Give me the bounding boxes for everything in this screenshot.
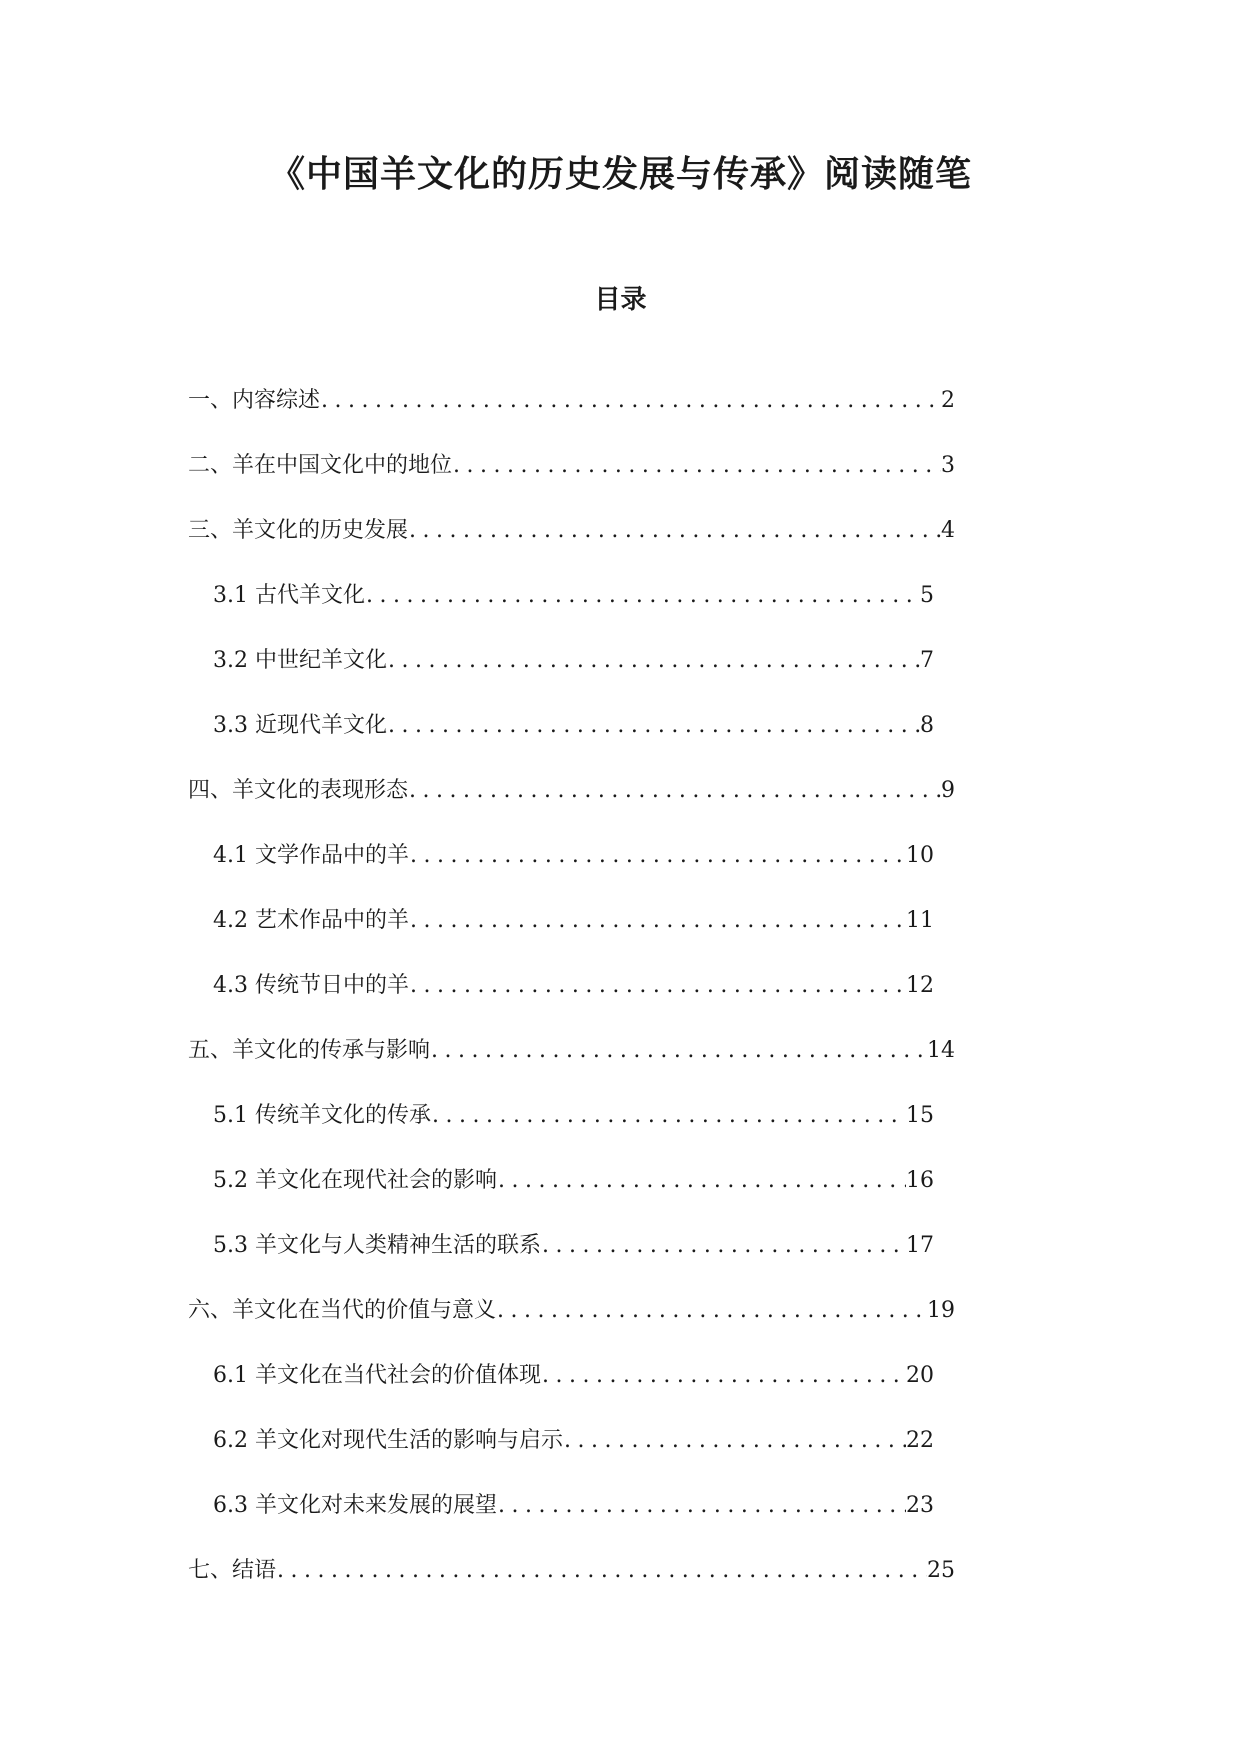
toc-dot-leader <box>409 905 906 937</box>
toc-dot-leader <box>409 840 906 872</box>
toc-entry-label: 4.3 传统节日中的羊 <box>213 973 409 998</box>
toc-entry-label: 5.3 羊文化与人类精神生活的联系 <box>213 1233 541 1258</box>
toc-dot-leader <box>496 1295 927 1327</box>
toc-subentry[interactable] <box>0 1100 934 1165</box>
toc-entry-label: 6.2 羊文化对现代生活的影响与启示 <box>213 1428 563 1453</box>
toc-dot-leader <box>408 515 941 547</box>
toc-subentry[interactable] <box>0 1360 934 1425</box>
toc-page-number: 11 <box>906 908 934 933</box>
toc-dot-leader <box>387 645 920 677</box>
toc-page-number: 16 <box>906 1168 934 1193</box>
toc-subentry[interactable] <box>0 1490 934 1555</box>
toc-entry-label: 五、羊文化的传承与影响 <box>188 1038 431 1063</box>
toc-entry[interactable] <box>0 1035 955 1100</box>
toc-dot-leader <box>408 775 941 807</box>
toc-subentry[interactable] <box>0 1165 934 1230</box>
toc-page-number: 10 <box>906 843 934 868</box>
toc-subentry[interactable] <box>0 1425 934 1490</box>
toc-entry-label: 一、内容综述 <box>188 388 321 413</box>
toc-entry-label: 3.3 近现代羊文化 <box>213 713 387 738</box>
toc-entry-label: 5.2 羊文化在现代社会的影响 <box>213 1168 497 1193</box>
toc-subentry[interactable] <box>0 905 934 970</box>
toc-subentry[interactable] <box>0 1230 934 1295</box>
toc-subentry[interactable] <box>0 645 934 710</box>
toc-entry-label: 三、羊文化的历史发展 <box>188 518 409 543</box>
toc-entry-label: 4.1 文学作品中的羊 <box>213 843 409 868</box>
toc-page-number: 12 <box>906 973 934 998</box>
toc-dot-leader <box>430 1035 927 1067</box>
toc-page-number: 23 <box>906 1493 934 1518</box>
toc-entry-label: 5.1 传统羊文化的传承 <box>213 1103 431 1128</box>
table-of-contents <box>0 385 1241 1620</box>
toc-entry-label: 3.2 中世纪羊文化 <box>213 648 387 673</box>
toc-page-number: 14 <box>927 1038 955 1063</box>
toc-entry[interactable] <box>0 515 955 580</box>
toc-page-number: 19 <box>927 1298 955 1323</box>
toc-entry-label: 二、羊在中国文化中的地位 <box>188 453 453 478</box>
toc-page-number: 25 <box>927 1558 955 1583</box>
toc-page-number: 7 <box>920 648 934 673</box>
toc-heading: 目录 <box>594 285 647 315</box>
toc-entry[interactable] <box>0 385 955 450</box>
toc-page-number: 15 <box>906 1103 934 1128</box>
toc-entry-label: 6.1 羊文化在当代社会的价值体现 <box>213 1363 541 1388</box>
toc-dot-leader <box>409 970 906 1002</box>
toc-entry-label: 四、羊文化的表现形态 <box>188 778 409 803</box>
toc-entry[interactable] <box>0 450 955 515</box>
toc-page-number: 17 <box>906 1233 934 1258</box>
toc-page-number: 4 <box>941 518 955 543</box>
toc-entry[interactable] <box>0 775 955 840</box>
toc-page-number: 5 <box>920 583 934 608</box>
toc-dot-leader <box>541 1360 906 1392</box>
toc-page-number: 8 <box>920 713 934 738</box>
toc-dot-leader <box>541 1230 906 1262</box>
toc-dot-leader <box>497 1165 906 1197</box>
toc-dot-leader <box>497 1490 906 1522</box>
toc-dot-leader <box>452 450 941 482</box>
toc-entry-label: 六、羊文化在当代的价值与意义 <box>188 1298 497 1323</box>
toc-dot-leader <box>365 580 920 612</box>
toc-entry-label: 6.3 羊文化对未来发展的展望 <box>213 1493 497 1518</box>
toc-dot-leader <box>563 1425 906 1457</box>
toc-page-number: 3 <box>941 453 955 478</box>
toc-subentry[interactable] <box>0 580 934 645</box>
toc-entry[interactable] <box>0 1295 955 1360</box>
toc-page-number: 9 <box>941 778 955 803</box>
toc-subentry[interactable] <box>0 970 934 1035</box>
toc-page-number: 20 <box>906 1363 934 1388</box>
toc-dot-leader <box>320 385 941 417</box>
toc-entry-label: 3.1 古代羊文化 <box>213 583 365 608</box>
toc-subentry[interactable] <box>0 710 934 775</box>
toc-dot-leader <box>387 710 920 742</box>
document-title: 《中国羊文化的历史发展与传承》阅读随笔 <box>268 154 972 195</box>
toc-page-number: 2 <box>941 388 955 413</box>
toc-entry[interactable] <box>0 1555 955 1620</box>
toc-page-number: 22 <box>906 1428 934 1453</box>
toc-entry-label: 4.2 艺术作品中的羊 <box>213 908 409 933</box>
toc-dot-leader <box>276 1555 927 1587</box>
toc-dot-leader <box>431 1100 906 1132</box>
toc-entry-label: 七、结语 <box>188 1558 277 1583</box>
toc-subentry[interactable] <box>0 840 934 905</box>
